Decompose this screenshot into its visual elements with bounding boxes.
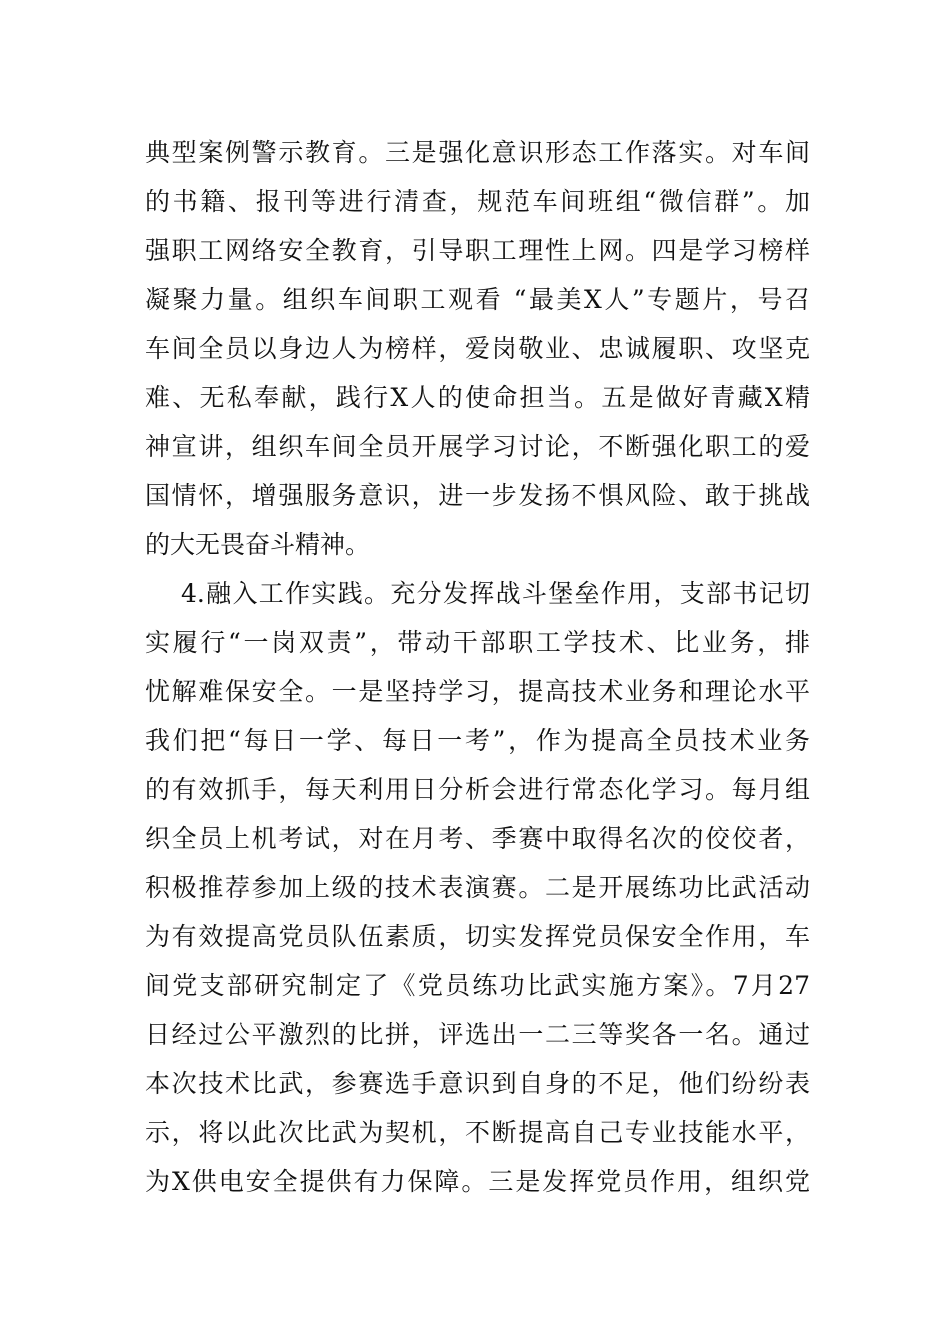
text-line: 示，将以此次比武为契机，不断提高自己专业技能水平， (145, 1118, 810, 1147)
text-line: 典型案例警示教育。三是强化意识形态工作落实。对车间 (145, 138, 810, 167)
text-line: 车间全员以身边人为榜样，爱岗敬业、忠诚履职、攻坚克 (145, 334, 810, 363)
text-line: 难、无私奉献，践行X人的使命担当。五是做好青藏X精 (145, 383, 810, 412)
text-line: 实履行“一岗双责”，带动干部职工学技术、比业务，排 (145, 628, 810, 657)
body-text (145, 128, 810, 1206)
text-line: 国情怀，增强服务意识，进一步发扬不惧风险、敢于挑战 (145, 481, 810, 510)
text-line: 为X供电安全提供有力保障。三是发挥党员作用，组织党 (145, 1167, 810, 1196)
text-line: 织全员上机考试，对在月考、季赛中取得名次的佼佼者， (145, 824, 810, 853)
text-line: 忧解难保安全。一是坚持学习，提高技术业务和理论水平 (145, 677, 810, 706)
text-line: 积极推荐参加上级的技术表演赛。二是开展练功比武活动 (145, 873, 810, 902)
text-line: 神宣讲，组织车间全员开展学习讨论，不断强化职工的爱 (145, 432, 810, 461)
text-line: 强职工网络安全教育，引导职工理性上网。四是学习榜样 (145, 236, 810, 265)
text-line: 日经过公平激烈的比拼，评选出一二三等奖各一名。通过 (145, 1020, 810, 1049)
paragraph-heading-line: 4.融入工作实践。充分发挥战斗堡垒作用，支部书记切 (181, 579, 810, 608)
text-line: 的书籍、报刊等进行清查，规范车间班组“微信群”。加 (145, 187, 810, 216)
text-line: 我们把“每日一学、每日一考”，作为提高全员技术业务 (145, 726, 810, 755)
text-line: 凝聚力量。组织车间职工观看 “最美X人”专题片，号召 (145, 285, 810, 314)
text-line: 本次技术比武，参赛选手意识到自身的不足，他们纷纷表 (145, 1069, 810, 1098)
text-line: 为有效提高党员队伍素质，切实发挥党员保安全作用，车 (145, 922, 810, 951)
text-line: 的有效抓手，每天利用日分析会进行常态化学习。每月组 (145, 775, 810, 804)
text-line: 间党支部研究制定了《党员练功比武实施方案》。7月27 (145, 971, 810, 1000)
paragraph-last-line: 的大无畏奋斗精神。 (145, 530, 371, 559)
